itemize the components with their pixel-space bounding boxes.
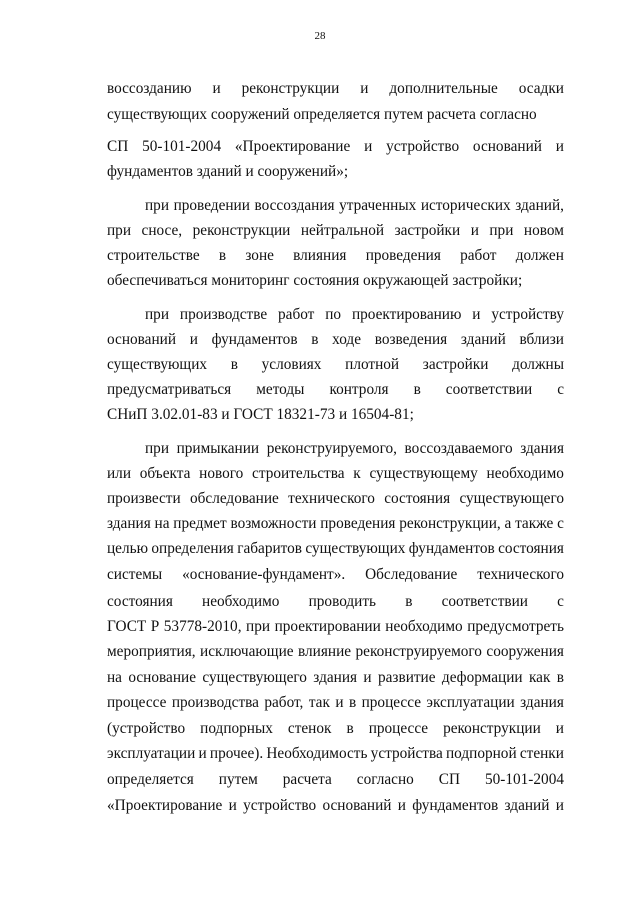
text-line: на основание существующего здания и развитие деформации как в — [107, 669, 564, 686]
text-line: СНиП 3.02.01-83 и ГОСТ 18321-73 и 16504-81; — [107, 406, 414, 423]
text-line: (устройство подпорных стенок в процессе реконструкции и — [107, 720, 564, 737]
text-line: или объекта нового строительства к существующему необходимо — [107, 465, 564, 482]
text-line: существующих в условиях плотной застройки должны — [107, 356, 564, 373]
text-line: воссозданию и реконструкции и дополнительные осадки — [107, 80, 564, 97]
text-line: «Проектирование и устройство оснований и фундаментов зданий и — [107, 797, 564, 814]
text-line: фундаментов зданий и сооружений»; — [107, 163, 349, 180]
text-line: системы «основание-фундамент». Обследование технического — [107, 566, 564, 583]
text-line: здания на предмет возможности проведения реконструкции, а также с — [107, 515, 564, 532]
text-line: при примыкании реконструируемого, воссоздаваемого здания — [145, 440, 564, 457]
text-line: обеспечиваться мониторинг состояния окружающей застройки; — [107, 272, 523, 289]
text-line: предусматриваться методы контроля в соответствии с — [107, 381, 564, 398]
text-line: произвести обследование технического состояния существующего — [107, 490, 564, 507]
text-line: определяется путем расчета согласно СП 50-101-2004 — [107, 771, 564, 788]
text-line: состояния необходимо проводить в соответствии с — [107, 593, 564, 610]
text-line: ГОСТ Р 53778-2010, при проектировании необходимо предусмотреть — [107, 618, 564, 635]
text-line: целью определения габаритов существующих фундаментов состояния — [107, 540, 564, 557]
text-line: при проведении воссоздания утраченных исторических зданий, — [145, 197, 564, 214]
page-number: 28 — [314, 30, 326, 42]
text-line: эксплуатации и прочее). Необходимость устройства подпорной стенки — [107, 745, 564, 762]
text-line: мероприятия, исключающие влияние реконструируемого сооружения — [107, 643, 564, 660]
text-line: процессе производства работ, так и в процессе эксплуатации здания — [107, 694, 564, 711]
text-line: оснований и фундаментов в ходе возведения зданий вблизи — [107, 331, 564, 348]
text-line: СП 50-101-2004 «Проектирование и устройство оснований и — [107, 138, 564, 155]
text-line: строительстве в зоне влияния проведения работ должен — [107, 247, 564, 264]
text-line: при сносе, реконструкции нейтральной застройки и при новом — [107, 222, 564, 239]
text-line: существующих сооружений определяется путем расчета согласно — [107, 106, 537, 123]
text-line: при производстве работ по проектированию и устройству — [145, 306, 564, 323]
